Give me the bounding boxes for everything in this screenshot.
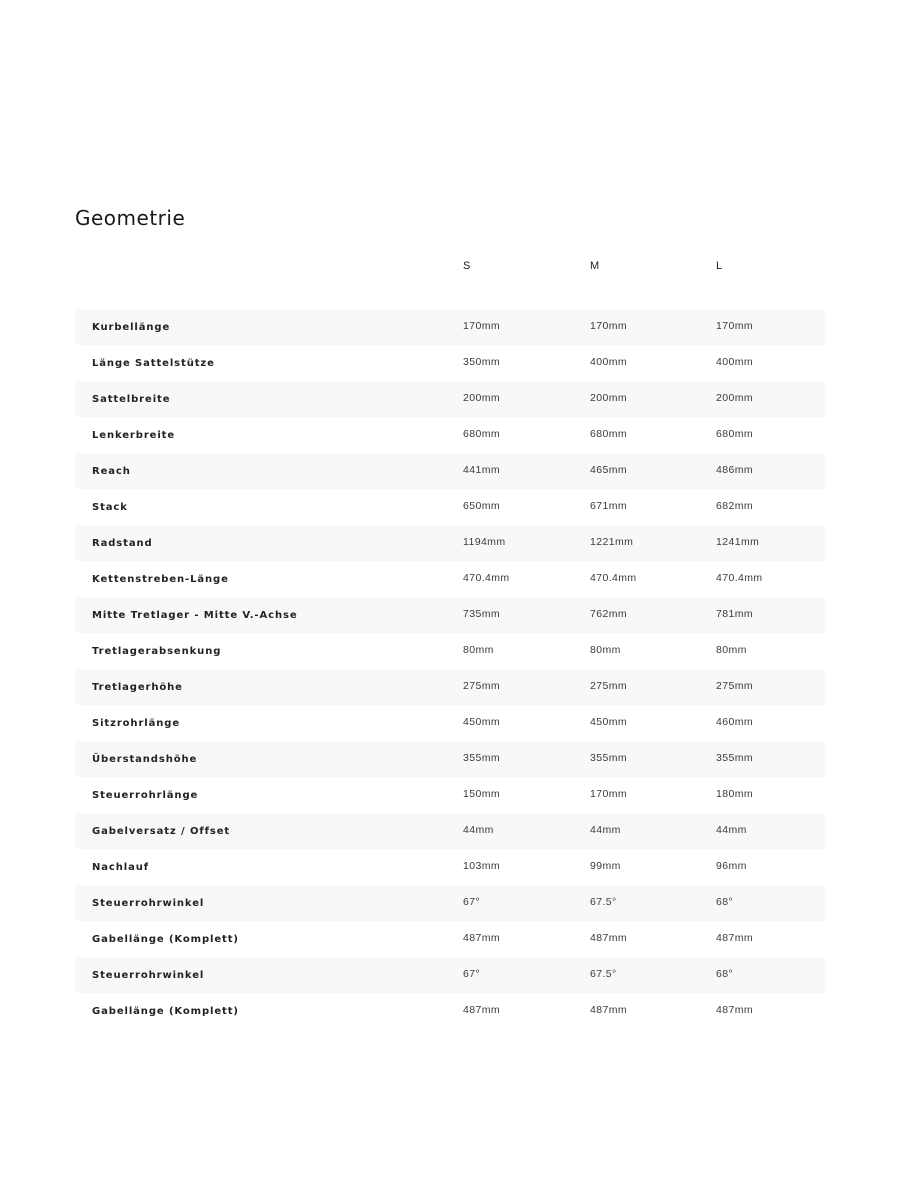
- row-value-m: 80mm: [590, 644, 621, 656]
- row-value-l: 400mm: [716, 356, 754, 368]
- table-row: [75, 741, 825, 777]
- size-header-row: [75, 260, 825, 296]
- row-label: Sattelbreite: [92, 394, 171, 405]
- row-value-m: 170mm: [590, 788, 628, 800]
- row-value-l: 80mm: [716, 644, 747, 656]
- row-value-l: 487mm: [716, 932, 754, 944]
- row-value-l: 96mm: [716, 860, 747, 872]
- row-label: Kurbellänge: [92, 322, 171, 333]
- row-value-m: 99mm: [590, 860, 621, 872]
- row-value-m: 680mm: [590, 428, 628, 440]
- row-label: Sitzrohrlänge: [92, 718, 181, 729]
- row-value-m: 470.4mm: [590, 572, 637, 584]
- row-value-s: 80mm: [463, 644, 494, 656]
- row-value-s: 650mm: [463, 500, 501, 512]
- row-value-s: 487mm: [463, 1004, 501, 1016]
- row-value-l: 44mm: [716, 824, 747, 836]
- row-value-m: 487mm: [590, 1004, 628, 1016]
- row-value-s: 441mm: [463, 464, 501, 476]
- table-row: [75, 885, 825, 921]
- row-label: Gabellänge (Komplett): [92, 1006, 239, 1017]
- row-value-m: 67.5°: [590, 968, 617, 980]
- row-value-m: 400mm: [590, 356, 628, 368]
- geometry-table: [75, 309, 825, 1029]
- row-value-s: 103mm: [463, 860, 501, 872]
- row-value-s: 470.4mm: [463, 572, 510, 584]
- table-row: [75, 345, 825, 381]
- row-value-l: 470.4mm: [716, 572, 763, 584]
- table-row: [75, 921, 825, 957]
- row-value-m: 1221mm: [590, 536, 634, 548]
- row-label: Stack: [92, 502, 128, 513]
- row-label: Tretlagerhöhe: [92, 682, 183, 693]
- table-row: [75, 597, 825, 633]
- row-label: Steuerrohrwinkel: [92, 970, 205, 981]
- row-value-s: 350mm: [463, 356, 501, 368]
- table-row: [75, 993, 825, 1029]
- row-value-m: 762mm: [590, 608, 628, 620]
- row-value-l: 680mm: [716, 428, 754, 440]
- row-value-m: 671mm: [590, 500, 628, 512]
- row-value-m: 465mm: [590, 464, 628, 476]
- row-value-s: 67°: [463, 896, 481, 908]
- row-value-l: 68°: [716, 896, 734, 908]
- section-title: Geometrie: [75, 206, 186, 230]
- row-value-m: 355mm: [590, 752, 628, 764]
- row-value-l: 200mm: [716, 392, 754, 404]
- row-value-m: 170mm: [590, 320, 628, 332]
- row-label: Gabellänge (Komplett): [92, 934, 239, 945]
- row-value-l: 486mm: [716, 464, 754, 476]
- table-row: [75, 381, 825, 417]
- row-value-m: 67.5°: [590, 896, 617, 908]
- row-value-l: 781mm: [716, 608, 754, 620]
- row-value-m: 487mm: [590, 932, 628, 944]
- table-row: [75, 777, 825, 813]
- row-label: Steuerrohrwinkel: [92, 898, 205, 909]
- row-value-m: 275mm: [590, 680, 628, 692]
- row-value-s: 275mm: [463, 680, 501, 692]
- row-label: Überstandshöhe: [92, 754, 198, 765]
- table-row: [75, 669, 825, 705]
- row-value-s: 200mm: [463, 392, 501, 404]
- row-label: Mitte Tretlager - Mitte V.-Achse: [92, 610, 298, 621]
- row-value-s: 735mm: [463, 608, 501, 620]
- row-label: Tretlagerabsenkung: [92, 646, 222, 657]
- row-value-s: 67°: [463, 968, 481, 980]
- row-value-s: 450mm: [463, 716, 501, 728]
- geometry-section: [75, 205, 825, 1029]
- row-value-l: 275mm: [716, 680, 754, 692]
- table-row: [75, 525, 825, 561]
- table-row: [75, 705, 825, 741]
- row-value-m: 44mm: [590, 824, 621, 836]
- row-value-l: 682mm: [716, 500, 754, 512]
- row-label: Steuerrohrlänge: [92, 790, 199, 801]
- table-row: [75, 633, 825, 669]
- row-value-s: 150mm: [463, 788, 501, 800]
- row-value-s: 680mm: [463, 428, 501, 440]
- row-value-s: 44mm: [463, 824, 494, 836]
- table-row: [75, 957, 825, 993]
- row-value-l: 170mm: [716, 320, 754, 332]
- row-value-m: 450mm: [590, 716, 628, 728]
- row-value-l: 180mm: [716, 788, 754, 800]
- table-row: [75, 849, 825, 885]
- row-label: Gabelversatz / Offset: [92, 826, 231, 837]
- row-label: Länge Sattelstütze: [92, 358, 215, 369]
- table-row: [75, 561, 825, 597]
- row-value-s: 487mm: [463, 932, 501, 944]
- size-header-l: L: [716, 260, 723, 272]
- row-label: Lenkerbreite: [92, 430, 176, 441]
- row-value-l: 487mm: [716, 1004, 754, 1016]
- row-value-l: 460mm: [716, 716, 754, 728]
- size-header-s: S: [463, 260, 471, 272]
- table-row: [75, 489, 825, 525]
- row-value-l: 1241mm: [716, 536, 760, 548]
- row-label: Reach: [92, 466, 131, 477]
- row-value-s: 355mm: [463, 752, 501, 764]
- table-row: [75, 309, 825, 345]
- row-value-m: 200mm: [590, 392, 628, 404]
- size-header-m: M: [590, 260, 600, 272]
- row-label: Nachlauf: [92, 862, 150, 873]
- table-row: [75, 417, 825, 453]
- row-value-s: 170mm: [463, 320, 501, 332]
- row-value-s: 1194mm: [463, 536, 506, 548]
- table-row: [75, 813, 825, 849]
- row-value-l: 355mm: [716, 752, 754, 764]
- row-value-l: 68°: [716, 968, 734, 980]
- table-row: [75, 453, 825, 489]
- row-label: Radstand: [92, 538, 153, 549]
- row-label: Kettenstreben-Länge: [92, 574, 229, 585]
